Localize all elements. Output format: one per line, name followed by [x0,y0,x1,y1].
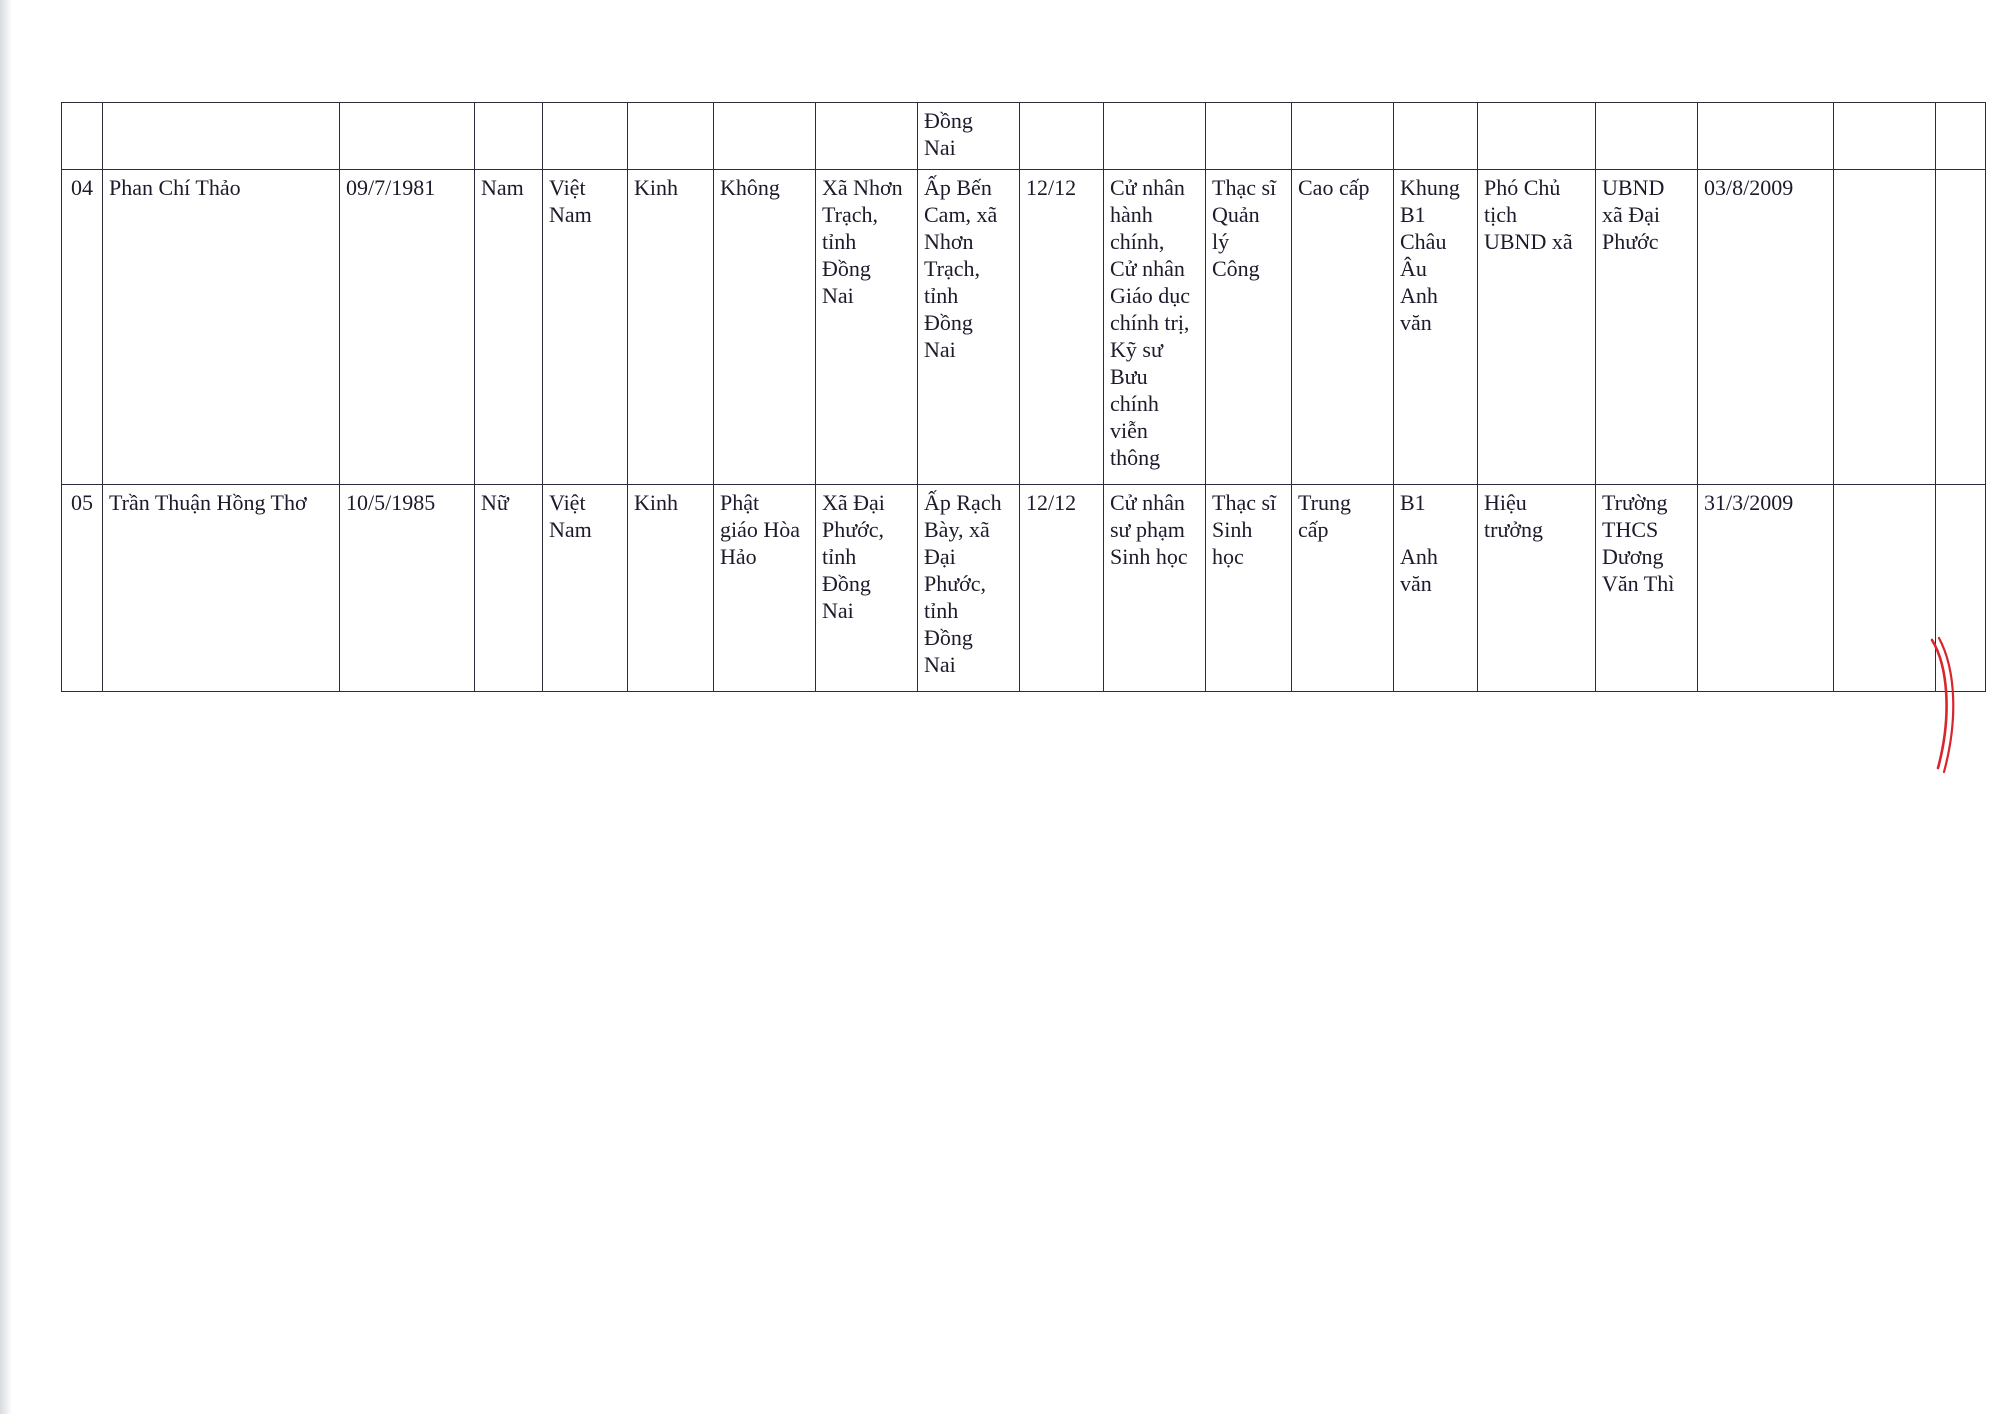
cell-postgrad: Thạc sĩ Sinh học [1206,485,1292,692]
cell-postgrad: Thạc sĩ Quản lý Công [1206,170,1292,485]
table-cell [340,103,475,170]
table-cell-residence: Đồng Nai [918,103,1020,170]
cell-extra [1834,485,1936,692]
cell-residence: Ấp Bến Cam, xã Nhơn Trạch, tỉnh Đồng Nai [918,170,1020,485]
table-cell [1206,103,1292,170]
cell-party-date: 31/3/2009 [1698,485,1834,692]
cell-ethnicity: Kinh [628,170,714,485]
cell-workplace: UBND xã Đại Phước [1596,170,1698,485]
table-cell [1020,103,1104,170]
red-pen-bracket-mark-icon [1928,636,1968,776]
table-cell [816,103,918,170]
cell-position: Phó Chủ tịch UBND xã [1478,170,1596,485]
cell-gender: Nữ [475,485,543,692]
table-cell [1478,103,1596,170]
table-cell [62,103,103,170]
cell-religion: Phật giáo Hòa Hảo [714,485,816,692]
cell-degree: Cử nhân hành chính, Cử nhân Giáo dục chính trị, Kỹ sư Bưu chính viễn thông [1104,170,1206,485]
table-cell [628,103,714,170]
table-cell [475,103,543,170]
cell-nationality: Việt Nam [543,170,628,485]
candidate-table [61,102,1986,692]
cell-nationality: Việt Nam [543,485,628,692]
table-cell [543,103,628,170]
cell-education: 12/12 [1020,485,1104,692]
cell-education: 12/12 [1020,170,1104,485]
cell-gender: Nam [475,170,543,485]
cell-residence: Ấp Rạch Bày, xã Đại Phước, tỉnh Đồng Nai [918,485,1020,692]
cell-political-theory: Trung cấp [1292,485,1394,692]
table-cell [714,103,816,170]
cell-dob: 09/7/1981 [340,170,475,485]
table-row [62,485,1986,692]
cell-dob: 10/5/1985 [340,485,475,692]
table-cell [1936,103,1986,170]
cell-name: Trần Thuận Hồng Thơ [103,485,340,692]
cell-language: B1 Anh văn [1394,485,1478,692]
cell-position: Hiệu trưởng [1478,485,1596,692]
table-cell [1698,103,1834,170]
cell-name: Phan Chí Thảo [103,170,340,485]
table-row [62,170,1986,485]
cell-hometown: Xã Đại Phước, tỉnh Đồng Nai [816,485,918,692]
cell-no: 05 [62,485,103,692]
cell-extra [1936,170,1986,485]
table-cell [103,103,340,170]
table-cell [1394,103,1478,170]
table-cell [1834,103,1936,170]
scan-left-edge [0,0,12,1414]
cell-party-date: 03/8/2009 [1698,170,1834,485]
cell-religion: Không [714,170,816,485]
table-cell [1104,103,1206,170]
table-cell [1292,103,1394,170]
cell-language: Khung B1 Châu Âu Anh văn [1394,170,1478,485]
cell-degree: Cử nhân sư phạm Sinh học [1104,485,1206,692]
cell-political-theory: Cao cấp [1292,170,1394,485]
cell-no: 04 [62,170,103,485]
cell-extra [1834,170,1936,485]
cell-hometown: Xã Nhơn Trạch, tỉnh Đồng Nai [816,170,918,485]
table-cell [1596,103,1698,170]
cell-ethnicity: Kinh [628,485,714,692]
cell-workplace: Trường THCS Dương Văn Thì [1596,485,1698,692]
table-row-continuation [62,103,1986,170]
